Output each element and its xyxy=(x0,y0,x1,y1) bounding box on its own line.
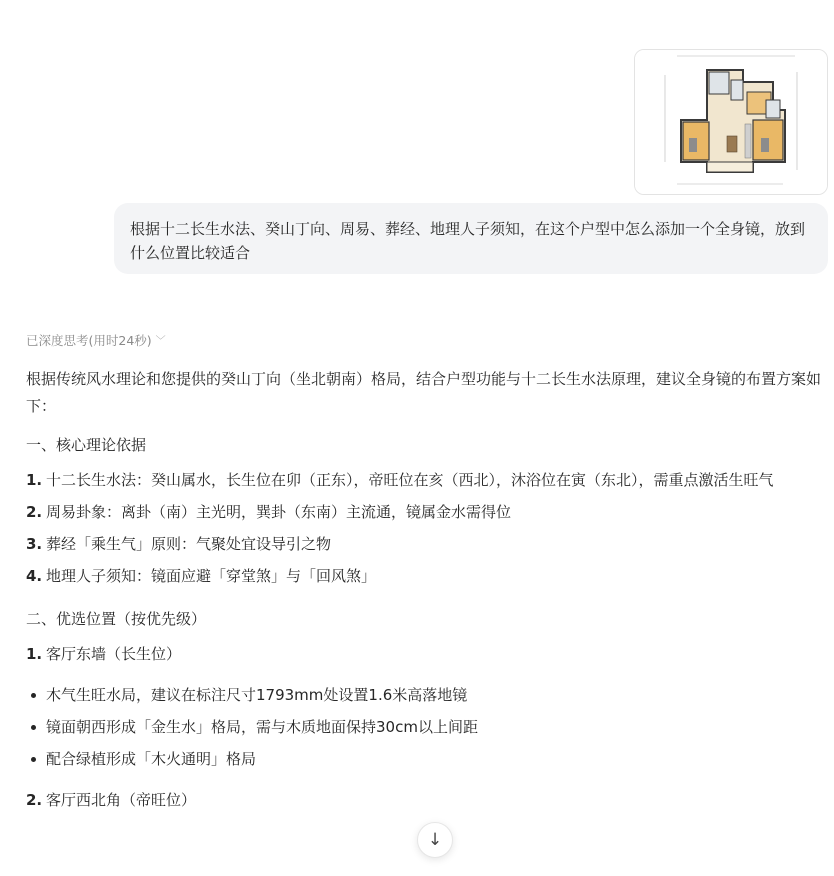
list-item xyxy=(26,467,832,493)
user-message-text: 根据十二长生水法、癸山丁向、周易、葬经、地理人子须知，在这个户型中怎么添加一个全身镜，放到什么位置比较适合 xyxy=(130,220,806,262)
section-title-theory: 一、核心理论依据 xyxy=(26,436,147,454)
list-text: 周易卦象：离卦（南）主光明，巽卦（东南）主流通，镜属金水需得位 xyxy=(46,503,512,521)
bullet-dot xyxy=(26,715,46,739)
list-item xyxy=(26,563,832,589)
list-text: 葬经「乘生气」原则：气聚处宜设导引之物 xyxy=(46,535,332,553)
list-text: 十二长生水法：癸山属水，长生位在卯（正东），帝旺位在亥（西北），沐浴位在寅（东北），需重点激活生旺气 xyxy=(46,471,774,489)
list-item xyxy=(26,787,832,813)
list-item xyxy=(26,641,832,667)
floorplan-image xyxy=(635,50,828,195)
list-item xyxy=(26,499,832,525)
bullet-dot xyxy=(26,683,46,707)
bullet-text: 木气生旺水局，建议在标注尺寸1793mm处设置1.6米高落地镜 xyxy=(46,686,468,704)
position-bullets xyxy=(26,683,832,771)
bullet-text: 镜面朝西形成「金生水」格局，需与木质地面保持30cm以上间距 xyxy=(46,718,478,736)
deep-thinking-toggle[interactable] xyxy=(26,331,166,349)
list-number: 3. xyxy=(26,535,43,553)
list-text: 客厅西北角（帝旺位） xyxy=(46,791,197,809)
list-number: 1. xyxy=(26,645,43,663)
list-text: 客厅东墙（长生位） xyxy=(46,645,182,663)
scroll-to-bottom-button[interactable] xyxy=(417,822,453,858)
floorplan-image-attachment[interactable] xyxy=(634,49,828,195)
list-number: 2. xyxy=(26,791,43,809)
list-number: 1. xyxy=(26,471,43,489)
list-item xyxy=(26,531,832,557)
chevron-down-icon: ﹀ xyxy=(155,335,166,347)
bullet-dot xyxy=(26,747,46,771)
list-text: 地理人子须知：镜面应避「穿堂煞」与「回风煞」 xyxy=(46,567,377,585)
answer-intro: 根据传统风水理论和您提供的癸山丁向（坐北朝南）格局，结合户型功能与十二长生水法原理，建议全身镜的布置方案如下： xyxy=(26,370,822,415)
bullet-item xyxy=(26,747,832,771)
theory-list xyxy=(26,467,832,589)
bullet-text: 配合绿植形成「木火通明」格局 xyxy=(46,750,257,768)
section-title-positions: 二、优选位置（按优先级） xyxy=(26,610,207,628)
bullet-item xyxy=(26,683,832,707)
list-number: 4. xyxy=(26,567,43,585)
thinking-label: 已深度思考(用时24秒) xyxy=(26,333,152,348)
list-number: 2. xyxy=(26,503,43,521)
arrow-down-icon: ↓ xyxy=(427,830,443,850)
user-message-bubble xyxy=(114,203,828,274)
bullet-item xyxy=(26,715,832,739)
assistant-answer xyxy=(26,366,832,813)
